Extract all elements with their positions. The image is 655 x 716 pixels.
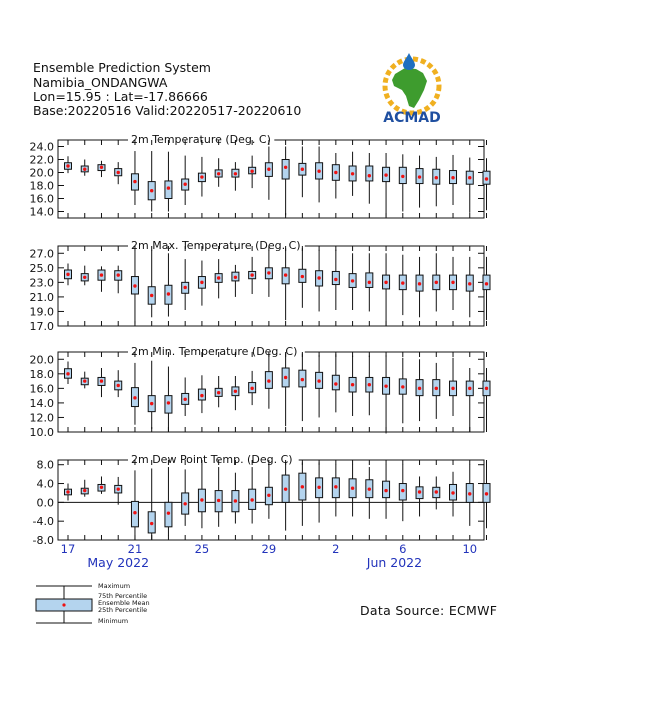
forecast-base-valid: Base:20220516 Valid:20220517-20220610 xyxy=(33,103,302,118)
y-tick-label: 12.0 xyxy=(29,411,54,425)
chart-title: Ensemble Prediction System xyxy=(33,60,211,75)
ensemble-mean-marker xyxy=(284,487,287,490)
ensemble-mean-marker xyxy=(351,279,354,282)
ensemble-mean-marker xyxy=(83,168,86,171)
ensemble-mean-marker xyxy=(384,489,387,492)
iqr-box xyxy=(366,273,373,288)
data-source: Data Source: ECMWF xyxy=(360,603,498,618)
logo-text: ACMAD xyxy=(383,110,441,126)
ensemble-mean-marker xyxy=(250,170,253,173)
ensemble-mean-marker xyxy=(351,383,354,386)
ensemble-mean-marker xyxy=(334,485,337,488)
panel-title: 2m Dew Point Temp. (Deg. C) xyxy=(131,453,293,466)
ensemble-mean-marker xyxy=(435,490,438,493)
ensemble-mean-marker xyxy=(435,281,438,284)
ensemble-mean-marker xyxy=(234,390,237,393)
ensemble-mean-marker xyxy=(117,273,120,276)
ensemble-mean-marker xyxy=(150,522,153,525)
ensemble-mean-marker xyxy=(485,177,488,180)
iqr-box xyxy=(282,160,289,180)
ensemble-mean-marker xyxy=(250,387,253,390)
ensemble-mean-marker xyxy=(83,489,86,492)
ensemble-mean-marker xyxy=(368,487,371,490)
x-tick-label: 10 xyxy=(462,542,478,556)
station-coordinates: Lon=15.95 : Lat=-17.86666 xyxy=(33,89,208,104)
ensemble-mean-marker xyxy=(133,284,136,287)
ensemble-mean-marker xyxy=(167,401,170,404)
x-month-label: May 2022 xyxy=(87,555,150,570)
ensemble-mean-marker xyxy=(133,396,136,399)
station-name: Namibia_ONDANGWA xyxy=(33,75,168,90)
ensemble-mean-marker xyxy=(351,487,354,490)
ensemble-mean-marker xyxy=(167,186,170,189)
panel-title: 2m Min. Temperature (Deg. C) xyxy=(131,345,298,358)
x-tick-label: 25 xyxy=(194,542,210,556)
ensemble-mean-marker xyxy=(150,402,153,405)
ensemble-mean-marker xyxy=(418,490,421,493)
y-tick-label: 20.0 xyxy=(29,166,54,180)
ensemble-mean-marker xyxy=(485,492,488,495)
iqr-box xyxy=(366,166,373,181)
acmad-logo xyxy=(372,50,452,126)
ensemble-mean-marker xyxy=(66,273,69,276)
ensemble-mean-marker xyxy=(384,281,387,284)
ensemble-mean-marker xyxy=(284,376,287,379)
ensemble-mean-marker xyxy=(133,180,136,183)
y-tick-label: 16.0 xyxy=(29,382,54,396)
ensemble-mean-marker xyxy=(451,176,454,179)
ensemble-mean-marker xyxy=(200,281,203,284)
ensemble-mean-marker xyxy=(200,175,203,178)
ensemble-mean-marker xyxy=(384,384,387,387)
ensemble-mean-marker xyxy=(368,174,371,177)
ensemble-mean-marker xyxy=(183,286,186,289)
ensemble-mean-marker xyxy=(301,168,304,171)
ensemble-mean-marker xyxy=(334,382,337,385)
ensemble-mean-marker xyxy=(183,502,186,505)
y-tick-label: 14.0 xyxy=(29,396,54,410)
ensemble-mean-marker xyxy=(200,394,203,397)
y-tick-label: 23.0 xyxy=(29,276,54,290)
y-tick-label: 14.0 xyxy=(29,205,54,219)
ensemble-mean-marker xyxy=(250,498,253,501)
ensemble-mean-marker xyxy=(418,387,421,390)
ensemble-mean-marker xyxy=(368,383,371,386)
ensemble-mean-marker xyxy=(451,387,454,390)
y-tick-label: 10.0 xyxy=(29,426,54,439)
legend-minimum: Minimum xyxy=(98,617,129,625)
ensemble-mean-marker xyxy=(301,485,304,488)
ensemble-mean-marker xyxy=(250,273,253,276)
ensemble-mean-marker xyxy=(66,164,69,167)
ensemble-mean-marker xyxy=(334,278,337,281)
legend-25th: 25th Percentile xyxy=(98,606,148,614)
ensemble-mean-marker xyxy=(334,171,337,174)
x-tick-label: 17 xyxy=(60,542,76,556)
ensemble-mean-marker xyxy=(167,511,170,514)
ensemble-mean-marker xyxy=(401,175,404,178)
y-tick-label: 20.0 xyxy=(29,353,54,367)
y-tick-label: 16.0 xyxy=(29,192,54,206)
x-tick-label: 2 xyxy=(332,542,340,556)
ensemble-mean-marker xyxy=(384,173,387,176)
ensemble-mean-marker xyxy=(267,168,270,171)
ensemble-mean-marker xyxy=(418,282,421,285)
ensemble-mean-marker xyxy=(485,387,488,390)
ensemble-mean-marker xyxy=(117,487,120,490)
y-tick-label: 4.0 xyxy=(36,477,54,491)
ensemble-mean-marker xyxy=(217,172,220,175)
ensemble-mean-marker xyxy=(351,172,354,175)
y-tick-label: 24.0 xyxy=(29,140,54,154)
ensemble-mean-marker xyxy=(133,511,136,514)
x-tick-label: 21 xyxy=(127,542,143,556)
ensemble-mean-marker xyxy=(284,166,287,169)
ensemble-mean-marker xyxy=(267,271,270,274)
ensemble-mean-marker xyxy=(117,171,120,174)
ensemble-mean-marker xyxy=(100,486,103,489)
ensemble-mean-marker xyxy=(217,276,220,279)
ensemble-mean-marker xyxy=(368,281,371,284)
y-tick-label: 27.0 xyxy=(29,247,54,261)
ensemble-mean-marker xyxy=(435,387,438,390)
ensemble-mean-marker xyxy=(66,490,69,493)
ensemble-mean-marker xyxy=(150,189,153,192)
ensemble-mean-marker xyxy=(301,378,304,381)
ensemble-mean-marker xyxy=(83,379,86,382)
ensemble-mean-marker xyxy=(100,166,103,169)
y-tick-label: 18.0 xyxy=(29,179,54,193)
y-tick-label: 22.0 xyxy=(29,153,54,167)
y-tick-label: 8.0 xyxy=(36,458,54,472)
ensemble-mean-marker xyxy=(267,494,270,497)
y-tick-label: 17.0 xyxy=(29,320,54,333)
ensemble-mean-marker xyxy=(401,385,404,388)
ensemble-mean-marker xyxy=(451,281,454,284)
ensemble-mean-marker xyxy=(418,175,421,178)
x-tick-label: 6 xyxy=(399,542,407,556)
legend-75th: 75th Percentile xyxy=(98,592,148,600)
ensemble-mean-marker xyxy=(485,282,488,285)
ensemble-mean-marker xyxy=(150,294,153,297)
legend-maximum: Maximum xyxy=(98,582,131,590)
ensemble-mean-marker xyxy=(183,183,186,186)
ensemble-mean-marker xyxy=(234,499,237,502)
x-month-label: Jun 2022 xyxy=(366,555,423,570)
y-tick-label: 25.0 xyxy=(29,261,54,275)
ensemble-mean-marker xyxy=(468,176,471,179)
y-tick-label: 19.0 xyxy=(29,305,54,319)
ensemble-mean-marker xyxy=(66,372,69,375)
ensemble-mean-marker xyxy=(217,499,220,502)
ensemble-mean-marker xyxy=(468,387,471,390)
ensemble-mean-marker xyxy=(117,384,120,387)
x-tick-label: 29 xyxy=(261,542,277,556)
panel-title: 2m Max. Temperature (Deg. C) xyxy=(131,239,301,252)
ensemble-mean-marker xyxy=(317,379,320,382)
ensemble-mean-marker xyxy=(468,492,471,495)
y-tick-label: -4.0 xyxy=(32,515,54,529)
ensemble-mean-marker xyxy=(317,170,320,173)
ensemble-mean-marker xyxy=(217,391,220,394)
ensemble-mean-marker xyxy=(284,273,287,276)
ensemble-mean-marker xyxy=(401,281,404,284)
ensemble-mean-marker xyxy=(468,282,471,285)
ensemble-mean-marker xyxy=(100,273,103,276)
ensemble-mean-marker xyxy=(83,276,86,279)
ensemble-mean-marker xyxy=(100,379,103,382)
ensemble-mean-marker xyxy=(301,275,304,278)
ensemble-mean-marker xyxy=(234,172,237,175)
panel-title: 2m Temperature (Deg. C) xyxy=(131,133,271,146)
y-tick-label: 18.0 xyxy=(29,367,54,381)
ensemble-mean-marker xyxy=(451,491,454,494)
ensemble-mean-marker xyxy=(435,176,438,179)
y-tick-label: -8.0 xyxy=(32,534,54,547)
y-tick-label: 21.0 xyxy=(29,290,54,304)
ensemble-mean-marker xyxy=(317,486,320,489)
legend-mean: Ensemble Mean xyxy=(98,599,150,607)
ensemble-mean-marker xyxy=(183,398,186,401)
ensemble-mean-marker xyxy=(401,489,404,492)
y-tick-label: 0.0 xyxy=(36,496,54,510)
ensemble-mean-marker xyxy=(267,379,270,382)
ensemble-mean-marker xyxy=(234,276,237,279)
ensemble-mean-marker xyxy=(317,276,320,279)
ensemble-mean-marker xyxy=(167,292,170,295)
ensemble-mean-marker xyxy=(200,498,203,501)
